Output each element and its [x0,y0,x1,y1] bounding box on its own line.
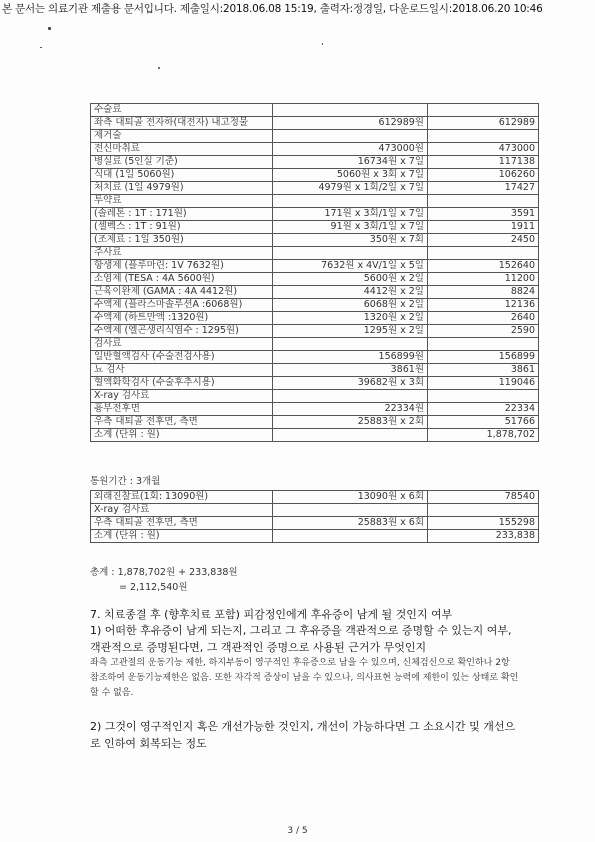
item-cell: 검사료 [91,338,273,351]
calc-cell [273,195,428,208]
table-row [91,221,539,234]
amount-cell: 2590 [428,325,539,338]
item-cell: (셀벡스 : 1T : 91원) [91,221,273,234]
table-row [91,195,539,208]
item-cell: 식대 (1일 5060원) [91,169,273,182]
item-cell: 처치료 (1일 4979원) [91,182,273,195]
page-number: 3 / 5 [287,826,308,836]
amount-cell: 17427 [428,182,539,195]
table-row [91,299,539,312]
answer-1: 좌측 고관절의 운동기능 제한, 하지부동이 영구적인 후유증으로 남을 수 있으며, 신체검신으로 확인하나 2항 참조하여 운동기능제한은 없음. 또한 자각적 증상이 남을 수 있으나, 의사표현 능력에 제한이 있는 상태로 확인할 수 없음. [90,658,519,698]
table-row [91,286,539,299]
item-cell: 우측 대퇴골 전후면, 측면 [91,416,273,429]
table-row [91,208,539,221]
scan-speck [40,47,42,48]
amount-cell: 156899 [428,351,539,364]
calc-cell: 16734원 x 7일 [273,156,428,169]
table-row [91,169,539,182]
question-1: 1) 어떠한 후유증이 남게 되는지, 그리고 그 후유증을 객관적으로 증명할 수 있는지 여부, 객관적으로 증명된다면, 그 객관적인 증명으로 사용된 근거가 무엇인지 [90,624,512,654]
item-cell: 수액제 (하트만액 :1320원) [91,312,273,325]
calc-cell: 5600원 x 2일 [273,273,428,286]
table-row [91,117,539,130]
table-row [91,530,539,543]
amount-cell: 233,838 [428,530,539,543]
amount-cell: 155298 [428,517,539,530]
amount-cell: 1,878,702 [428,429,539,442]
table-row [91,143,539,156]
inpatient-cost-table [90,103,539,442]
calc-cell: 612989원 [273,117,428,130]
calc-cell: 3861원 [273,364,428,377]
item-cell: 소염제 (TESA : 4A 5600원) [91,273,273,286]
amount-cell: 117138 [428,156,539,169]
amount-cell: 473000 [428,143,539,156]
calc-cell: 1295원 x 2일 [273,325,428,338]
item-cell: 일반혈액검사 (수술전검사용) [91,351,273,364]
amount-cell: 3861 [428,364,539,377]
amount-cell: 152640 [428,260,539,273]
calc-cell [273,504,428,517]
amount-cell [428,104,539,117]
calc-cell: 473000원 [273,143,428,156]
item-cell: 근육이완제 (GAMA : 4A 4412원) [91,286,273,299]
calc-cell [273,247,428,260]
item-cell: 수술료 [91,104,273,117]
table-row [91,390,539,403]
calc-cell: 5060원 x 3회 x 7일 [273,169,428,182]
amount-cell: 12136 [428,299,539,312]
table-row [91,364,539,377]
table-row [91,429,539,442]
table-row [91,247,539,260]
item-cell: 소계 (단위 : 원) [91,429,273,442]
table-row [91,260,539,273]
download-watermark-header: 본 문서는 의료기관 제출용 문서입니다. 제출일시:2018.06.08 15:19, 출력자:정경일, 다운로드일시:2018.06.20 10:46 [2,3,543,15]
table-row [91,312,539,325]
item-cell: 항생제 (플루마린: 1V 7632원) [91,260,273,273]
question-2: 2) 그것이 영구적인지 혹은 개선가능한 것인지, 개선이 가능하다면 그 소요시간 및 개선으로 인하여 회복되는 정도 [90,720,516,750]
calc-cell: 25883원 x 6회 [273,517,428,530]
table-row [91,234,539,247]
item-cell: 투약료 [91,195,273,208]
amount-cell [428,130,539,143]
table-row [91,504,539,517]
item-cell: (솔레톤 : 1T : 171원) [91,208,273,221]
calc-cell: 1320원 x 2일 [273,312,428,325]
calc-cell: 91원 x 3회/1일 x 7일 [273,221,428,234]
amount-cell: 2640 [428,312,539,325]
table-row [91,273,539,286]
table-row [91,403,539,416]
table-row [91,517,539,530]
calc-cell [273,530,428,543]
outpatient-period: 통원기간 : 3개월 [90,476,161,487]
calc-cell: 39682원 x 3회 [273,377,428,390]
item-cell: 병실료 (5인실 기준) [91,156,273,169]
outpatient-cost-table [90,490,539,543]
calc-cell: 350원 x 7회 [273,234,428,247]
calc-cell [273,390,428,403]
grand-total-result: = 2,112,540원 [119,582,188,593]
calc-cell: 4979원 x 1회/2일 x 7일 [273,182,428,195]
amount-cell [428,390,539,403]
item-cell: 수액제 (엘곤생리식염수 : 1295원) [91,325,273,338]
calc-cell: 25883원 x 2회 [273,416,428,429]
amount-cell: 106260 [428,169,539,182]
table-row [91,104,539,117]
calc-cell [273,338,428,351]
amount-cell: 8824 [428,286,539,299]
scan-speck [322,43,323,45]
calc-cell: 6068원 x 2일 [273,299,428,312]
amount-cell [428,247,539,260]
item-cell: 외래진찰료(1회: 13090원) [91,491,273,504]
item-cell: 좌측 대퇴골 전자하(대전자) 내고정물 [91,117,273,130]
item-cell: 우측 대퇴골 전후면, 측면 [91,517,273,530]
table-row [91,377,539,390]
amount-cell: 2450 [428,234,539,247]
item-cell: 주사료 [91,247,273,260]
section-7-title: 7. 치료종결 후 (향후치료 포함) 피감정인에게 후유증이 남게 될 것인지 여부 [90,608,453,621]
table-row [91,130,539,143]
calc-cell [273,104,428,117]
item-cell: X-ray 검사료 [91,504,273,517]
amount-cell: 119046 [428,377,539,390]
item-cell: 흉부전후면 [91,403,273,416]
amount-cell [428,338,539,351]
calc-cell: 22334원 [273,403,428,416]
amount-cell: 11200 [428,273,539,286]
table-row [91,351,539,364]
calc-cell: 13090원 x 6회 [273,491,428,504]
amount-cell [428,195,539,208]
amount-cell: 78540 [428,491,539,504]
item-cell: X-ray 검사료 [91,390,273,403]
calc-cell: 7632원 x 4V/1일 x 5일 [273,260,428,273]
table-row [91,156,539,169]
scan-speck [158,67,160,69]
calc-cell: 156899원 [273,351,428,364]
table-row [91,416,539,429]
amount-cell [428,504,539,517]
item-cell: 뇨 검사 [91,364,273,377]
item-cell: 수액제 (플라스마솔루션A :6068원) [91,299,273,312]
grand-total-line: 총계 : 1,878,702원 + 233,838원 [90,567,238,578]
amount-cell: 612989 [428,117,539,130]
amount-cell: 1911 [428,221,539,234]
table-row [91,491,539,504]
calc-cell: 171원 x 3회/1일 x 7일 [273,208,428,221]
calc-cell [273,429,428,442]
table-row [91,338,539,351]
item-cell: 소계 (단위 : 원) [91,530,273,543]
scan-speck [48,27,51,30]
amount-cell: 3591 [428,208,539,221]
item-cell: 전신마취료 [91,143,273,156]
calc-cell [273,130,428,143]
amount-cell: 51766 [428,416,539,429]
item-cell: 혈액화학검사 (수술후추시용) [91,377,273,390]
item-cell: 제거술 [91,130,273,143]
calc-cell: 4412원 x 2일 [273,286,428,299]
amount-cell: 22334 [428,403,539,416]
item-cell: (조제료 : 1일 350원) [91,234,273,247]
table-row [91,325,539,338]
table-row [91,182,539,195]
